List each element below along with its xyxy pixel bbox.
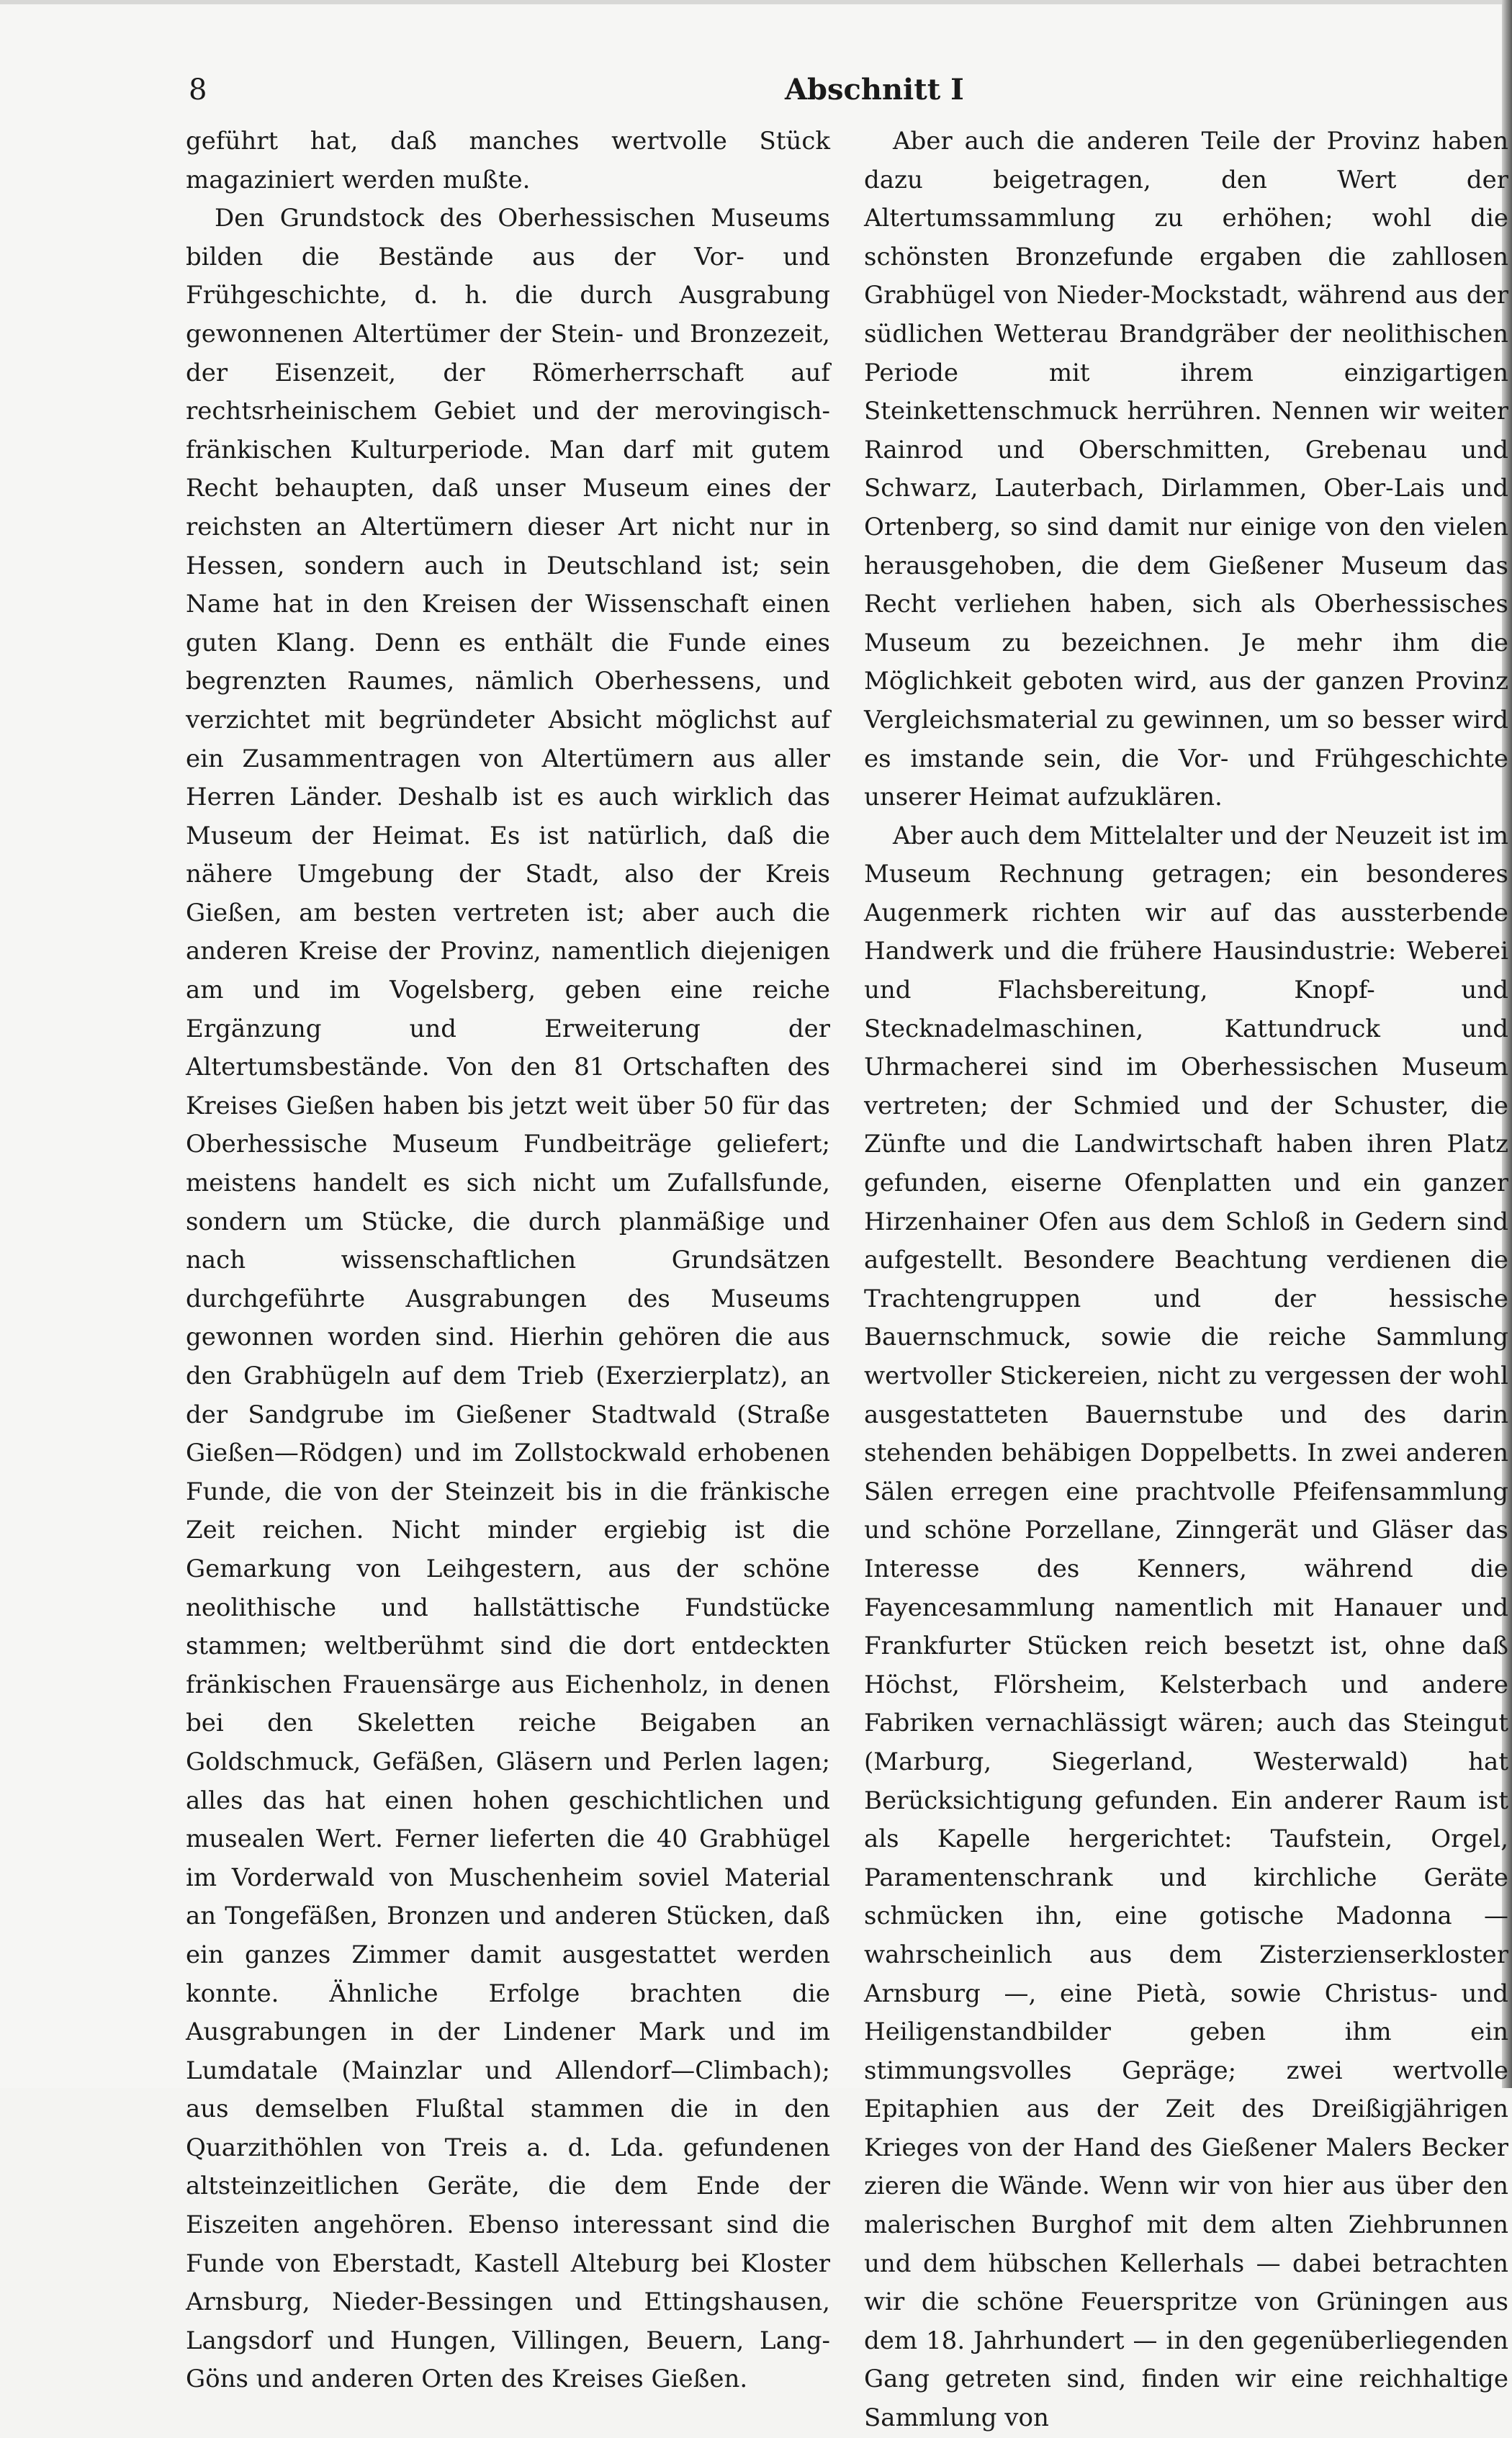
section-title: Abschnitt I xyxy=(785,73,964,107)
right-paragraph-1: Aber auch die anderen Teile der Provinz haben dazu beigetragen, den Wert der Altertumssammlung zu erhöhen; wohl die schönsten Bronzefunde ergaben die zahllosen Grabhügel von Nieder-Mockstadt, während aus der südlichen Wetterau Brandgräber der neolithischen Periode mit ihrem einzigartigen Steinkettenschmuck herrühren. Nennen wir weiter Rainrod und Oberschmitten, Grebenau und Schwarz, Lauterbach, Dirlammen, Ober-Lais und Ortenberg, so sind damit nur einige von den vielen herausgehoben, die dem Gießener Museum das Recht verliehen haben, sich als Oberhessisches Museum zu bezeichnen. Je mehr ihm die Möglichkeit geboten wird, aus der ganzen Provinz Vergleichsmaterial zu gewinnen, um so besser wird es imstande sein, die Vor- und Frühgeschichte unserer Heimat aufzuklären. xyxy=(864,127,1508,812)
left-paragraph-1: geführt hat, daß manches wertvolle Stück magaziniert werden mußte. xyxy=(186,127,830,194)
page-top-edge xyxy=(0,0,1512,4)
left-paragraph-2: Den Grundstock des Oberhessischen Museums bilden die Bestände aus der Vor- und Frühgeschichte, d. h. die durch Ausgrabung gewonnenen Altertümer der Stein- und Bronzezeit, der Eisenzeit, der Römerherrschaft auf rechtsrheinischem Gebiet und der merovingisch-fränkischen Kulturperiode. Man darf mit gutem Recht behaupten, daß unser Museum eines der reichsten an Altertümern dieser Art nicht nur in Hessen, sondern auch in Deutschland ist; sein Name hat in den Kreisen der Wissenschaft einen guten Klang. Denn es enthält die Funde eines begrenzten Raumes, nämlich Oberhessens, und verzichtet mit begründeter Absicht möglichst auf ein Zusammentragen von Altertümern aus aller Herren Länder. Deshalb ist es auch wirklich das Museum der Heimat. Es ist natürlich, daß die nähere Umgebung der Stadt, also der Kreis Gießen, am besten vertreten ist; aber auch die anderen Kreise der Provinz, namentlich diejenigen am und im Vogelsberg, geben eine reiche Ergänzung und Erweiterung der Altertumsbestände. Von den 81 Ortschaften des Kreises Gießen haben bis jetzt weit über 50 für das Oberhessische Museum Fundbeiträge geliefert; meistens handelt es sich nicht um Zufallsfunde, sondern um Stücke, die durch planmäßige und nach wissenschaftlichen Grundsätzen durchgeführte Ausgrabungen des Museums gewonnen worden sind. Hierhin gehören die aus den Grabhügeln auf dem Trieb (Exerzierplatz), an der Sandgrube im Gießener Stadtwald (Straße Gießen—Rödgen) und im Zollstockwald erhobenen Funde, die von der Steinzeit bis in die fränkische Zeit reichen. Nicht minder ergiebig ist die Gemarkung von Leihgestern, aus der schöne neolithische und hallstättische Fundstücke stammen; weltberühmt sind die dort entdeckten fränkischen Frauensärge aus Eichenholz, in denen bei den Skeletten reiche Beigaben an Goldschmuck, Gefäßen, Gläsern und Perlen lagen; alles das hat einen hohen geschichtlichen und musealen Wert. Ferner lieferten die 40 Grabhügel im Vorderwald von Muschenheim soviel Material an Tongefäßen, Bronzen und anderen Stücken, daß ein ganzes Zimmer damit ausgestattet werden konnte. Ähnliche Erfolge brachten die Ausgrabungen in der Lindener Mark und im Lumdatale (Mainzlar und Allendorf—Climbach); aus demselben Flußtal stammen die in den Quarzithöhlen von Treis a. d. Lda. gefundenen altsteinzeitlichen Geräte, die dem Ende der Eiszeiten angehören. Ebenso interessant sind die Funde von Eberstadt, Kastell Alteburg bei Kloster Arnsburg, Nieder-Bessingen und Ettingshausen, Langsdorf und Hungen, Villingen, Beuern, Lang-Göns und anderen Orten des Kreises Gießen. xyxy=(186,204,830,2394)
right-column xyxy=(864,122,1508,2433)
page-number: 8 xyxy=(189,73,207,107)
left-column xyxy=(186,122,830,2394)
right-paragraph-2: Aber auch dem Mittelalter und der Neuzeit ist im Museum Rechnung getragen; ein besonderes Augenmerk richten wir auf das aussterbende Handwerk und die frühere Hausindustrie: Weberei und Flachsbereitung, Knopf- und Stecknadelmaschinen, Kattundruck und Uhrmacherei sind im Oberhessischen Museum vertreten; der Schmied und der Schuster, die Zünfte und die Landwirtschaft haben ihren Platz gefunden, eiserne Ofenplatten und ein ganzer Hirzenhainer Ofen aus dem Schloß in Gedern sind aufgestellt. Besondere Beachtung verdienen die Trachtengruppen und der hessische Bauernschmuck, sowie die reiche Sammlung wertvoller Stickereien, nicht zu vergessen der wohl ausgestatteten Bauernstube und des darin stehenden behäbigen Doppelbetts. In zwei anderen Sälen erregen eine prachtvolle Pfeifensammlung und schöne Porzellane, Zinngerät und Gläser das Interesse des Kenners, während die Fayencesammlung namentlich mit Hanauer und Frankfurter Stücken reich besetzt ist, ohne daß Höchst, Flörsheim, Kelsterbach und andere Fabriken vernachlässigt wären; auch das Steingut (Marburg, Siegerland, Westerwald) hat Berücksichtigung gefunden. Ein anderer Raum ist als Kapelle hergerichtet: Taufstein, Orgel, Paramentenschrank und kirchliche Geräte schmücken ihn, eine gotische Madonna — wahrscheinlich aus dem Zisterzienserkloster Arnsburg —, eine Pietà, sowie Christus- und Heiligenstandbilder geben ihm ein stimmungsvolles Gepräge; zwei wertvolle Epitaphien aus der Zeit des Dreißigjährigen Krieges von der Hand des Gießener Malers Becker zieren die Wände. Wenn wir von hier aus über den malerischen Burghof mit dem alten Ziehbrunnen und dem hübschen Kellerhals — dabei betrachten wir die schöne Feuerspritze von Grüningen aus dem 18. Jahrhundert — in den gegenüberliegenden Gang getreten sind, finden wir eine reichhaltige Sammlung von xyxy=(864,821,1508,2433)
